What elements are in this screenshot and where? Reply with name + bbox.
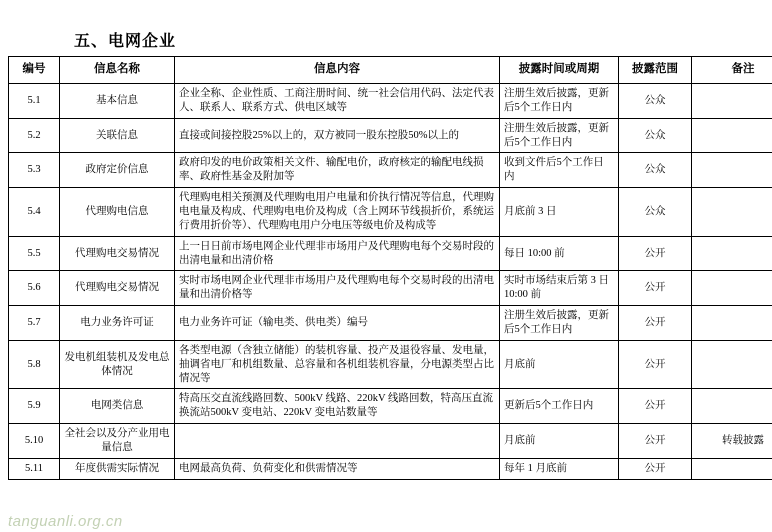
cell-no: 5.7 [9,306,60,341]
cell-content: 电网最高负荷、负荷变化和供需情况等 [175,458,500,479]
cell-remark [692,236,772,271]
cell-no: 5.9 [9,389,60,424]
disclosure-table [8,56,772,480]
cell-name: 电网类信息 [60,389,175,424]
cell-content: 上一日日前市场电网企业代理非市场用户及代理购电每个交易时段的出清电量和出清价格 [175,236,500,271]
cell-remark [692,153,772,188]
table-row [9,153,772,188]
cell-time: 每日 10:00 前 [500,236,619,271]
column-header-content: 信息内容 [175,57,500,84]
page-title: 五、电网企业 [74,33,177,50]
cell-content: 政府印发的电价政策相关文件、输配电价，政府核定的输配电线损率、政府性基金及附加等 [175,153,500,188]
cell-time: 注册生效后披露，更新后5个工作日内 [500,84,619,119]
cell-scope: 公众 [619,118,692,153]
cell-remark [692,389,772,424]
cell-remark [692,340,772,389]
cell-remark [692,458,772,479]
cell-remark [692,118,772,153]
cell-content: 直接或间接控股25%以上的，双方被同一股东控股50%以上的 [175,118,500,153]
cell-time: 月底前 [500,340,619,389]
cell-name: 代理购电交易情况 [60,271,175,306]
cell-time: 更新后5个工作日内 [500,389,619,424]
table-row [9,236,772,271]
column-header-remark: 备注 [692,57,772,84]
cell-content: 企业全称、企业性质、工商注册时间、统一社会信用代码、法定代表人、联系人、联系方式、供电区域等 [175,84,500,119]
cell-scope: 公开 [619,236,692,271]
cell-name: 代理购电信息 [60,188,175,237]
table-row [9,84,772,119]
cell-name: 电力业务许可证 [60,306,175,341]
cell-content: 代理购电相关预测及代理购电用户电量和价执行情况等信息，代理购电电量及构成、代理购电电价及构成（含上网环节线损折价，系统运行费用折价等）、代理购电用户分电压等级电价及构成等 [175,188,500,237]
cell-remark [692,84,772,119]
cell-no: 5.10 [9,424,60,459]
cell-scope: 公开 [619,389,692,424]
cell-time: 月底前 3 日 [500,188,619,237]
cell-scope: 公开 [619,340,692,389]
cell-scope: 公众 [619,188,692,237]
cell-no: 5.4 [9,188,60,237]
cell-remark: 转载披露 [692,424,772,459]
cell-name: 基本信息 [60,84,175,119]
table-row [9,389,772,424]
cell-no: 5.1 [9,84,60,119]
column-header-scope: 披露范围 [619,57,692,84]
cell-scope: 公开 [619,306,692,341]
cell-content: 各类型电源（含独立储能）的装机容量、投产及退役容量、发电量，抽调省电厂和机组数量、总容量和各机组装机容量，分电源类型占比情况等 [175,340,500,389]
column-header-time: 披露时间或周期 [500,57,619,84]
table-row [9,118,772,153]
cell-scope: 公开 [619,271,692,306]
cell-name: 全社会以及分产业用电量信息 [60,424,175,459]
cell-name: 年度供需实际情况 [60,458,175,479]
column-header-name: 信息名称 [60,57,175,84]
cell-name: 政府定价信息 [60,153,175,188]
cell-remark [692,271,772,306]
cell-content [175,424,500,459]
table-row [9,188,772,237]
cell-scope: 公众 [619,84,692,119]
cell-scope: 公开 [619,458,692,479]
cell-name: 关联信息 [60,118,175,153]
cell-no: 5.11 [9,458,60,479]
cell-content: 特高压交直流线路回数、500kV 线路、220kV 线路回数，特高压直流换流站500kV 变电站、220kV 变电站数量等 [175,389,500,424]
cell-remark [692,306,772,341]
cell-scope: 公开 [619,424,692,459]
cell-no: 5.8 [9,340,60,389]
watermark: tanguanli.org.cn [8,513,123,530]
cell-name: 代理购电交易情况 [60,236,175,271]
cell-no: 5.2 [9,118,60,153]
cell-time: 实时市场结束后第 3 日 10:00 前 [500,271,619,306]
cell-scope: 公众 [619,153,692,188]
cell-remark [692,188,772,237]
cell-content: 电力业务许可证（输电类、供电类）编号 [175,306,500,341]
cell-time: 每年 1 月底前 [500,458,619,479]
table-row [9,271,772,306]
cell-name: 发电机组装机及发电总体情况 [60,340,175,389]
cell-time: 月底前 [500,424,619,459]
cell-time: 收到文件后5个工作日内 [500,153,619,188]
cell-no: 5.3 [9,153,60,188]
table-row [9,340,772,389]
cell-time: 注册生效后披露，更新后5个工作日内 [500,306,619,341]
cell-no: 5.6 [9,271,60,306]
cell-time: 注册生效后披露，更新后5个工作日内 [500,118,619,153]
column-header-no: 编号 [9,57,60,84]
cell-no: 5.5 [9,236,60,271]
table-row [9,424,772,459]
table-row [9,306,772,341]
cell-content: 实时市场电网企业代理非市场用户及代理购电每个交易时段的出清电量和出清价格等 [175,271,500,306]
table-row [9,458,772,479]
table-header-row [9,57,772,84]
